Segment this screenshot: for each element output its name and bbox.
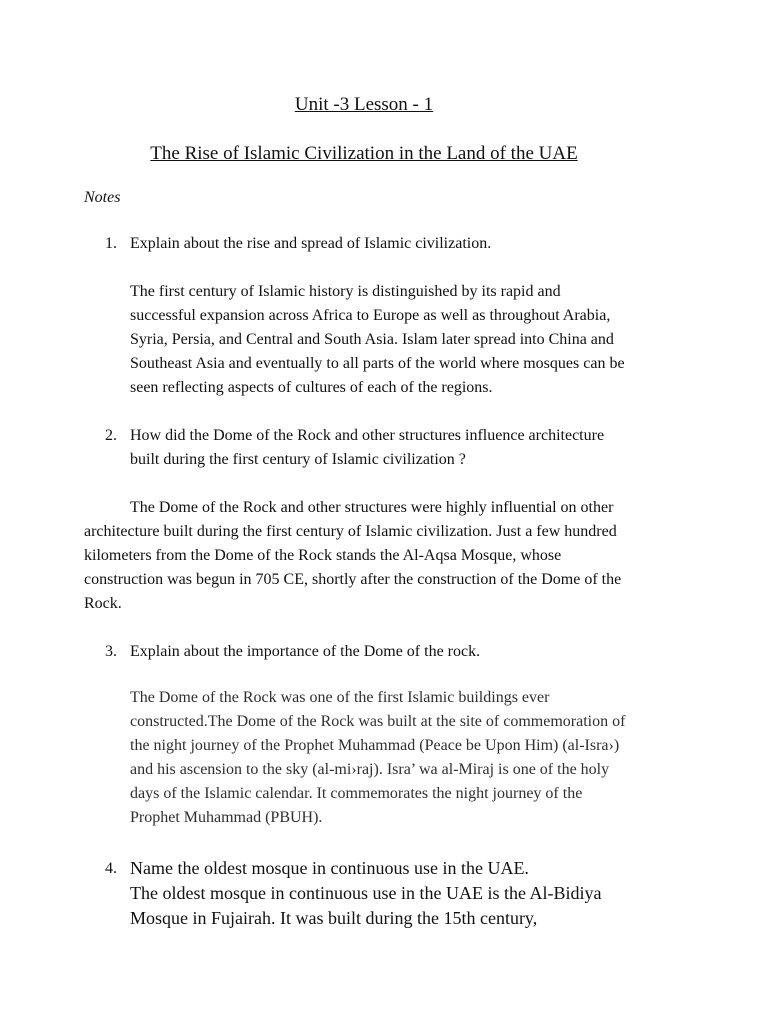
- question-number: 2.: [105, 427, 117, 444]
- answer-line: and his ascension to the sky (al-mi›raj). Isra’ wa al-Miraj is one of the holy: [130, 761, 610, 778]
- answer-3: [130, 686, 690, 830]
- answer-line: architecture built during the first century of Islamic civilization. Just a few hundred: [84, 523, 617, 540]
- answer-line: Syria, Persia, and Central and South Asia. Islam later spread into China and: [130, 331, 614, 348]
- answer-line: seen reflecting aspects of cultures of each of the regions.: [130, 379, 493, 396]
- question-text: How did the Dome of the Rock and other structures influence architecture: [130, 427, 605, 444]
- answer-line: days of the Islamic calendar. It commemorates the night journey of the: [130, 785, 583, 802]
- document-title: Unit -3 Lesson - 1: [294, 94, 434, 115]
- question-text: Name the oldest mosque in continuous use in the UAE.: [130, 858, 529, 878]
- question-number: 3.: [105, 643, 117, 660]
- answer-line: constructed.The Dome of the Rock was built at the site of commemoration of: [130, 713, 626, 730]
- answer-line: Rock.: [84, 595, 122, 612]
- document-subtitle: The Rise of Islamic Civilization in the Land of the UAE: [150, 143, 578, 164]
- question-number: 4.: [105, 860, 117, 877]
- answer-1: [130, 280, 690, 400]
- notes-label: Notes: [84, 189, 121, 206]
- answer-line: construction was begun in 705 CE, shortly after the construction of the Dome of the: [84, 571, 622, 588]
- answer-line: The oldest mosque in continuous use in the UAE is the Al-Bidiya: [130, 883, 602, 903]
- answer-line: The Dome of the Rock and other structures were highly influential on other: [130, 499, 614, 516]
- question-text: built during the first century of Islamic civilization ?: [130, 451, 466, 468]
- answer-line: The first century of Islamic history is distinguished by its rapid and: [130, 283, 561, 300]
- answer-4: [130, 881, 690, 931]
- answer-line: Southeast Asia and eventually to all parts of the world where mosques can be: [130, 355, 625, 372]
- question-2: [105, 424, 690, 472]
- question-text: Explain about the rise and spread of Islamic civilization.: [130, 235, 492, 252]
- question-3: [105, 640, 690, 664]
- answer-line: The Dome of the Rock was one of the first Islamic buildings ever: [130, 689, 550, 706]
- question-1: [105, 232, 690, 256]
- answer-line: successful expansion across Africa to Europe as well as throughout Arabia,: [130, 307, 611, 324]
- answer-line: Mosque in Fujairah. It was built during the 15th century,: [130, 908, 538, 928]
- answer-line: Prophet Muhammad (PBUH).: [130, 809, 323, 826]
- question-4: [105, 856, 690, 881]
- question-number: 1.: [105, 235, 117, 252]
- question-text: Explain about the importance of the Dome of the rock.: [130, 643, 481, 660]
- answer-line: kilometers from the Dome of the Rock stands the Al-Aqsa Mosque, whose: [84, 547, 562, 564]
- answer-2: [84, 496, 684, 616]
- answer-line: the night journey of the Prophet Muhammad (Peace be Upon Him) (al-Isra›): [130, 737, 620, 754]
